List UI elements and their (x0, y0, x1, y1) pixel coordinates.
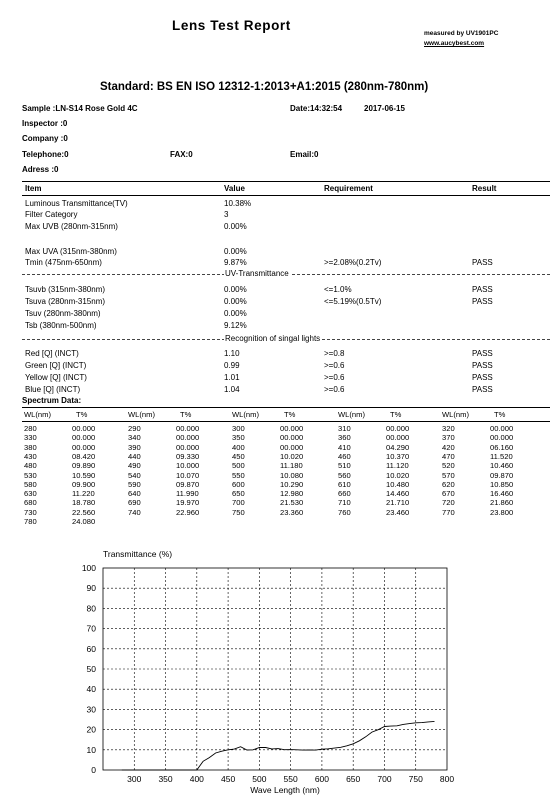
transmittance-series-line (122, 721, 435, 770)
y-tick-label: 30 (86, 704, 96, 715)
spectrum-wl-cell: 520 (442, 461, 455, 471)
spectrum-col-t: T% (284, 410, 296, 419)
spectrum-t-cell: 23.460 (386, 507, 410, 517)
spectrum-wl-cell: 470 (442, 451, 455, 461)
row-requirement: >=0.6 (324, 385, 345, 394)
spectrum-t-cell: 09.890 (72, 461, 96, 471)
row-result: PASS (472, 297, 493, 306)
spectrum-wl-cell: 300 (232, 424, 245, 433)
spectrum-wl-cell: 310 (338, 424, 351, 433)
spectrum-t-cell: 10.080 (280, 470, 304, 480)
spectrum-t-cell: 00.000 (490, 433, 514, 443)
spectrum-wl-cell: 550 (232, 470, 245, 480)
spectrum-wl-cell: 650 (232, 489, 245, 499)
y-tick-label: 100 (81, 563, 96, 573)
x-tick-label: 650 (346, 774, 361, 784)
y-tick-label: 70 (86, 623, 96, 634)
row-value: 0.00% (224, 309, 247, 318)
row-item: Yellow [Q] (INCT) (25, 373, 87, 382)
row-item: Luminous Transmittance(TV) (25, 199, 128, 208)
spectrum-wl-cell: 430 (24, 451, 37, 461)
spectrum-t-cell: 16.460 (490, 489, 514, 499)
spectrum-wl-cell: 630 (24, 489, 37, 499)
spectrum-wl-cell: 340 (128, 433, 141, 443)
spectrum-wl-cell: 560 (338, 470, 351, 480)
row-item: Tsuv (280nm-380nm) (25, 309, 101, 318)
x-axis-label: Wave Length (nm) (250, 785, 320, 795)
spectrum-wl-cell: 690 (128, 498, 141, 508)
row-item: Red [Q] (INCT) (25, 349, 79, 358)
row-item: Tmin (475nm-650nm) (25, 258, 102, 267)
row-item: Tsuvb (315nm-380nm) (25, 285, 106, 294)
x-tick-label: 500 (252, 774, 267, 784)
spectrum-wl-cell: 440 (128, 451, 141, 461)
spectrum-wl-cell: 730 (24, 507, 37, 517)
y-axis-label: Transmittance (%) (103, 549, 173, 559)
spectrum-col-t: T% (494, 410, 506, 419)
spectrum-wl-cell: 740 (128, 507, 141, 517)
spectrum-col-wl: WL(nm) (128, 410, 155, 419)
spectrum-col-wl: WL(nm) (232, 410, 259, 419)
spectrum-t-cell: 10.460 (490, 461, 514, 471)
spectrum-t-cell: 04.290 (386, 442, 410, 452)
spectrum-t-cell: 00.000 (176, 424, 200, 433)
spectrum-wl-cell: 290 (128, 424, 141, 433)
spectrum-col-wl: WL(nm) (24, 410, 51, 419)
spectrum-wl-cell: 720 (442, 498, 455, 508)
spectrum-wl-cell: 350 (232, 433, 245, 443)
row-value: 0.00% (224, 222, 247, 231)
row-value: 1.01 (224, 373, 240, 382)
y-tick-label: 20 (86, 724, 96, 735)
row-result: PASS (472, 258, 493, 267)
uv-section-label: UV-Transmittance (225, 269, 289, 278)
spectrum-wl-cell: 600 (232, 479, 245, 489)
row-value: 1.10 (224, 349, 240, 358)
row-item: Max UVB (280nm-315nm) (25, 222, 118, 231)
spectrum-wl-cell: 580 (24, 479, 37, 489)
x-tick-label: 800 (439, 774, 455, 784)
spectrum-t-cell: 00.000 (280, 433, 304, 443)
spectrum-t-cell: 10.020 (280, 451, 304, 461)
spectrum-col-wl: WL(nm) (338, 410, 365, 419)
y-tick-label: 40 (86, 684, 96, 695)
spectrum-wl-cell: 570 (442, 470, 455, 480)
spectrum-t-cell: 09.330 (176, 451, 200, 461)
spectrum-wl-cell: 280 (24, 424, 37, 433)
spectrum-col-wl: WL(nm) (442, 410, 469, 419)
x-tick-label: 450 (220, 774, 236, 784)
email-field: Email:0 (290, 150, 319, 159)
spectrum-col-t: T% (76, 410, 88, 419)
row-result: PASS (472, 349, 493, 358)
spectrum-wl-cell: 590 (128, 479, 141, 489)
row-requirement: <=5.19%(0.5Tv) (324, 297, 382, 306)
spectrum-wl-cell: 750 (232, 507, 245, 517)
spectrum-t-cell: 19.970 (176, 498, 200, 508)
date-value: 2017-06-15 (364, 104, 405, 113)
column-header-item: Item (25, 184, 42, 193)
row-value: 0.99 (224, 361, 240, 370)
row-value: 3 (224, 210, 229, 219)
spectrum-t-cell: 00.000 (280, 442, 304, 452)
spectrum-t-cell: 10.070 (176, 470, 200, 480)
spectrum-t-cell: 22.560 (72, 507, 96, 517)
y-tick-label: 50 (86, 664, 96, 674)
row-requirement: >=0.6 (324, 361, 345, 370)
column-header-result: Result (472, 184, 497, 193)
spectrum-t-cell: 00.000 (386, 433, 410, 443)
spectrum-wl-cell: 450 (232, 451, 245, 461)
standard-heading: Standard: BS EN ISO 12312-1:2013+A1:2015 (280nm-780nm) (100, 81, 429, 93)
spectrum-t-cell: 00.000 (72, 433, 96, 443)
row-item: Max UVA (315nm-380nm) (25, 247, 117, 256)
measured-by: measured by UV1901PC (424, 30, 499, 37)
date-field: Date:14:32:54 (290, 104, 343, 113)
spectrum-wl-cell: 460 (338, 451, 351, 461)
row-result: PASS (472, 285, 493, 294)
spectrum-wl-cell: 410 (338, 442, 351, 452)
spectrum-t-cell: 10.370 (386, 451, 410, 461)
spectrum-t-cell: 10.590 (72, 470, 96, 480)
x-tick-label: 750 (408, 774, 423, 784)
spectrum-wl-cell: 540 (128, 470, 141, 480)
spectrum-wl-cell: 660 (338, 489, 351, 499)
row-value: 0.00% (224, 297, 247, 306)
spectrum-t-cell: 00.000 (280, 424, 304, 433)
y-tick-label: 0 (91, 765, 96, 775)
row-value: 0.00% (224, 247, 247, 256)
spectrum-t-cell: 22.960 (176, 507, 200, 517)
spectrum-t-cell: 09.870 (490, 470, 514, 480)
spectrum-wl-cell: 780 (24, 517, 37, 526)
x-tick-label: 550 (283, 774, 298, 784)
y-tick-label: 60 (86, 643, 96, 654)
spectrum-wl-cell: 760 (338, 507, 351, 517)
spectrum-wl-cell: 480 (24, 461, 37, 471)
address-field: Adress :0 (22, 165, 59, 174)
column-header-value: Value (224, 184, 245, 193)
x-tick-label: 350 (158, 774, 173, 784)
row-item: Green [Q] (INCT) (25, 361, 87, 370)
company-field: Company :0 (22, 134, 68, 143)
row-item: Filter Category (25, 210, 78, 219)
spectrum-wl-cell: 620 (442, 479, 455, 489)
row-value: 9.12% (224, 321, 247, 330)
spectrum-t-cell: 21.860 (490, 498, 514, 508)
x-tick-label: 700 (377, 774, 392, 784)
sample-field: Sample :LN-S14 Rose Gold 4C (22, 104, 138, 113)
spectrum-t-cell: 09.870 (176, 479, 200, 489)
row-value: 1.04 (224, 385, 240, 394)
spectrum-wl-cell: 510 (338, 461, 351, 471)
row-value: 10.38% (224, 199, 252, 208)
row-value: 0.00% (224, 285, 247, 294)
spectrum-col-t: T% (180, 410, 192, 419)
website-link[interactable]: www.aucybest.com (424, 40, 485, 47)
spectrum-wl-cell: 420 (442, 442, 455, 452)
column-header-requirement: Requirement (324, 184, 373, 193)
row-requirement: <=1.0% (324, 285, 352, 294)
y-tick-label: 10 (86, 744, 96, 755)
spectrum-t-cell: 21.530 (280, 498, 304, 508)
spectrum-t-cell: 11.990 (176, 489, 199, 499)
spectrum-t-cell: 00.000 (72, 424, 96, 433)
spectrum-wl-cell: 610 (338, 479, 351, 489)
y-tick-label: 90 (86, 583, 96, 594)
report-title: Lens Test Report (172, 18, 291, 33)
spectrum-wl-cell: 360 (338, 433, 351, 443)
spectrum-t-cell: 00.000 (176, 442, 200, 452)
spectrum-t-cell: 18.780 (72, 498, 96, 508)
telephone-field: Telephone:0 (22, 150, 69, 159)
spectrum-wl-cell: 770 (442, 507, 455, 517)
x-tick-label: 300 (127, 774, 142, 784)
spectrum-t-cell: 10.000 (176, 461, 200, 471)
row-requirement: >=0.8 (324, 349, 345, 358)
spectrum-t-cell: 11.120 (386, 461, 409, 471)
spectrum-t-cell: 11.220 (72, 489, 95, 499)
spectrum-wl-cell: 330 (24, 433, 37, 443)
spectrum-t-cell: 10.290 (280, 479, 304, 489)
signal-section-label: Recognition of singal lights (225, 334, 321, 343)
spectrum-wl-cell: 640 (128, 489, 141, 499)
spectrum-wl-cell: 320 (442, 424, 455, 433)
spectrum-wl-cell: 680 (24, 498, 37, 508)
row-item: Blue [Q] (INCT) (25, 385, 81, 394)
fax-field: FAX:0 (170, 150, 193, 159)
spectrum-t-cell: 11.520 (490, 451, 513, 461)
row-item: Tsb (380nm-500nm) (25, 321, 97, 330)
spectrum-wl-cell: 530 (24, 470, 37, 480)
spectrum-t-cell: 06.160 (490, 442, 514, 452)
spectrum-t-cell: 10.480 (386, 479, 410, 489)
spectrum-t-cell: 23.800 (490, 507, 514, 517)
spectrum-t-cell: 11.180 (280, 461, 303, 471)
spectrum-wl-cell: 670 (442, 489, 455, 499)
spectrum-wl-cell: 390 (128, 442, 141, 452)
spectrum-wl-cell: 400 (232, 442, 245, 452)
spectrum-t-cell: 08.420 (72, 451, 96, 461)
x-tick-label: 400 (189, 774, 204, 784)
x-tick-label: 600 (314, 774, 330, 784)
spectrum-t-cell: 21.710 (386, 498, 410, 508)
spectrum-t-cell: 00.000 (176, 433, 200, 443)
spectrum-wl-cell: 490 (128, 461, 141, 471)
spectrum-t-cell: 12.980 (280, 489, 304, 499)
spectrum-wl-cell: 710 (338, 498, 351, 508)
row-requirement: >=0.6 (324, 373, 345, 382)
row-result: PASS (472, 385, 493, 394)
spectrum-t-cell: 10.020 (386, 470, 410, 480)
y-tick-label: 80 (86, 603, 96, 614)
spectrum-wl-cell: 500 (232, 461, 245, 471)
spectrum-wl-cell: 380 (24, 442, 37, 452)
spectrum-t-cell: 00.000 (386, 424, 410, 433)
spectrum-t-cell: 00.000 (490, 424, 514, 433)
spectrum-title: Spectrum Data: (22, 396, 82, 405)
row-result: PASS (472, 361, 493, 370)
spectrum-t-cell: 09.900 (72, 479, 96, 489)
row-value: 9.87% (224, 258, 247, 267)
row-item: Tsuva (280nm-315nm) (25, 297, 106, 306)
spectrum-t-cell: 00.000 (72, 442, 96, 452)
spectrum-t-cell: 10.850 (490, 479, 514, 489)
spectrum-wl-cell: 370 (442, 433, 455, 443)
spectrum-t-cell: 23.360 (280, 507, 304, 517)
inspector-field: Inspector :0 (22, 119, 68, 128)
spectrum-t-cell: 14.460 (386, 489, 410, 499)
row-requirement: >=2.08%(0.2Tv) (324, 258, 382, 267)
spectrum-col-t: T% (390, 410, 402, 419)
spectrum-t-cell: 24.080 (72, 517, 96, 526)
spectrum-wl-cell: 700 (232, 498, 245, 508)
row-result: PASS (472, 373, 493, 382)
